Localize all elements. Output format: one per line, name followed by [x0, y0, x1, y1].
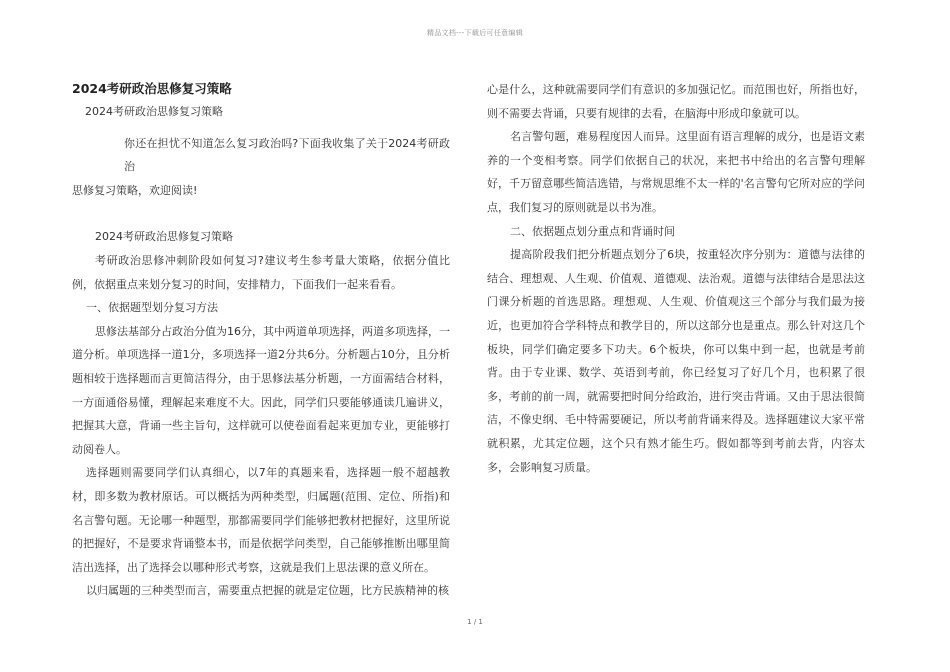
paragraph-quotes: 名言警句题，难易程度因人而异。这里面有语言理解的成分，也是语文素养的一个变相考察。同学们依据自己的状况，来把书中给出的名言警句理解好，千万留意哪些简洁选错，与常规思维不太一样的'名言警句它所对应的学问点，我们复习的原则就是以书为准。 [487, 130, 865, 214]
section-heading: 2024考研政治思修复习策略 [95, 230, 233, 244]
intro-line-1: 你还在担忧不知道怎么复习政治吗?下面我收集了关于2024考研政治 [124, 136, 450, 174]
intro-paragraph [72, 132, 450, 203]
page-number: 1 / 1 [467, 618, 483, 626]
intro-line-2: 思修复习策略，欢迎阅读! [72, 183, 198, 197]
heading-method: 一、依据题型划分复习方法 [86, 301, 218, 315]
blank-line [72, 202, 450, 225]
document-subtitle: 2024考研政治思修复习策略 [85, 105, 223, 118]
paragraph-choice: 选择题则需要同学们认真细心，以7年的真题来看，选择题一般不超越教材，即多数为教材原话。可以概括为两种类型，归属题(范围、定位、所指)和名言警句题。无论哪一种题型，那都需要同学们能够把教材把握好，这里所说的把握好，不是要求背诵整本书，而是依据学问类型，自己能够推断出哪里简洁出选择，出了选择会以哪种形式考察，这就是我们上思法课的意义所在。 [72, 466, 450, 574]
heading-time: 二、依据题点划分重点和背诵时间 [510, 224, 675, 238]
paragraph-continued: 心是什么，这种就需要同学们有意识的多加强记忆。而范围也好，所指也好，则不需要去背诵，只要有规律的去看，在脑海中形成印象就可以。 [487, 83, 865, 120]
page-header: 精品文档---下载后可任意编辑 [426, 29, 524, 37]
right-column [487, 78, 865, 479]
paragraph-scoring: 思修法基部分占政治分值为16分，其中两道单项选择，两道多项选择，一道分析。单项选择一道1分，多项选择一道2分共6分。分析题占10分，且分析题相较于选择题而言更简洁得分，由于思修法基分析题，一方面需结合材料，一方面通俗易懂，理解起来难度不大。因此，同学们只要能够通读几遍讲义，把握其大意，背诵一些主旨句，这样就可以使卷面看起来更加专业，更能够打动阅卷人。 [72, 324, 450, 456]
left-column [72, 78, 450, 603]
document-title: 2024考研政治思修复习策略 [72, 81, 232, 96]
paragraph-plan: 提高阶段我们把分析题点划分了6块，按重轻次序分别为：道德与法律的结合、理想观、人生观、价值观、道德观、法治观。道德与法律结合是思法这门课分析题的首选思路。理想观、人生观、价值观这三个部分与我们最为接近，也更加符合学科特点和教学目的，所以这部分也是重点。那么针对这几个板块，同学们确定要多下功夫。6个板块，你可以集中到一起，也就是考前背。由于专业课、数学、英语到考前，你已经复习了好几个月，也积累了很多，考前的前一周，就需要把时间分给政治，进行突击背诵。又由于思法很简洁，不像史纲、毛中特需要硬记，所以考前背诵来得及。选择题建议大家平常就积累，尤其定位题，这个只有熟才能生巧。假如都等到考前去背，内容太多，会影响复习质量。 [487, 248, 865, 474]
paragraph-attribution: 以归属题的三种类型而言，需要重点把握的就是定位题，比方民族精神的核 [86, 584, 449, 598]
paragraph-overview: 考研政治思修冲刺阶段如何复习?建议考生参考量大策略，依据分值比例，依据重点来划分复习的时间，安排精力，下面我们一起来看看。 [72, 253, 450, 291]
